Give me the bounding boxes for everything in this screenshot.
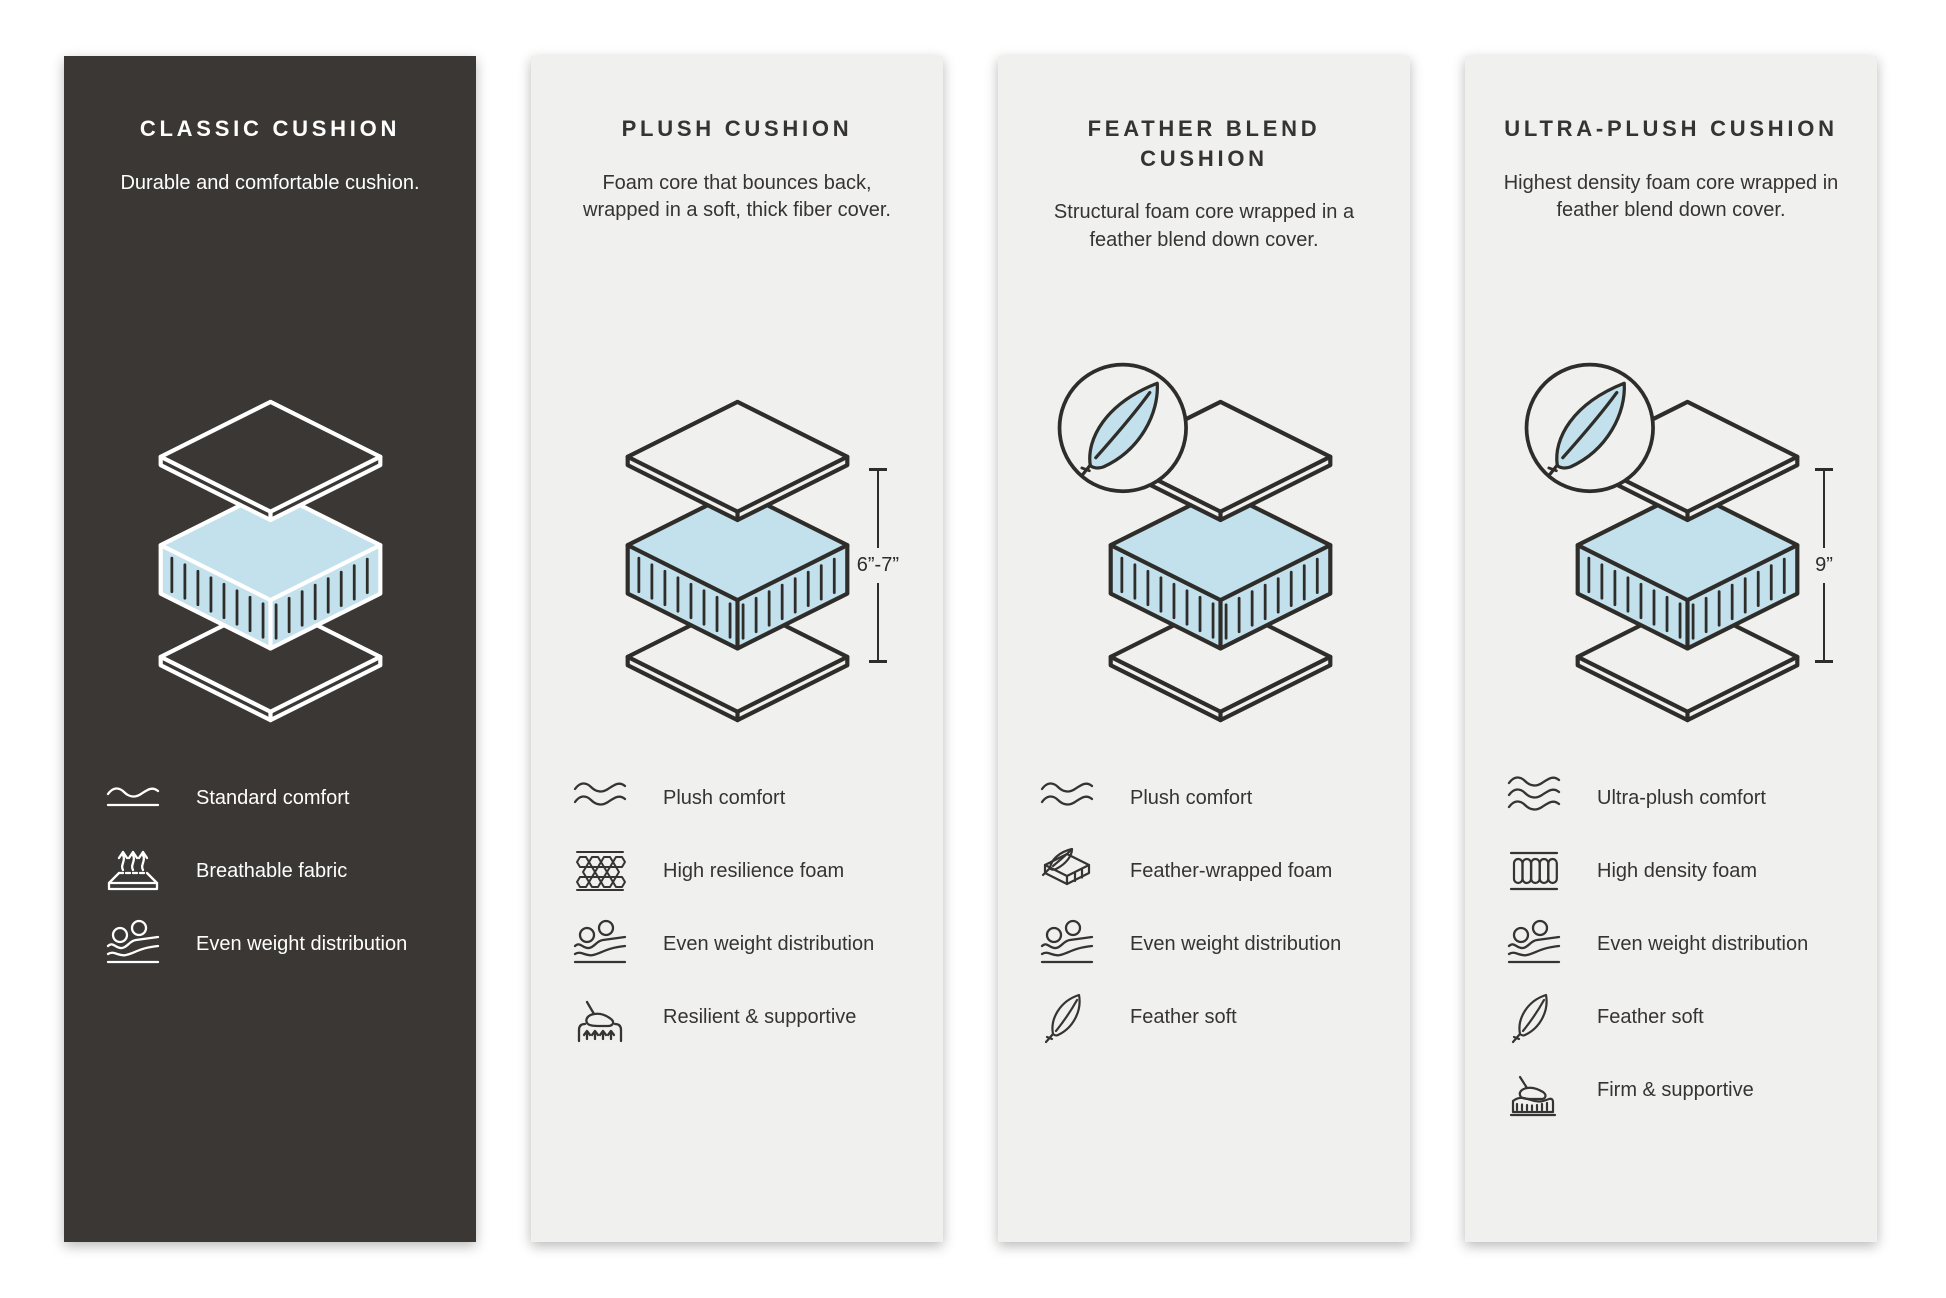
panel-header xyxy=(102,114,438,342)
resilient-supportive-icon xyxy=(569,989,631,1045)
resilience-foam-icon xyxy=(569,843,631,899)
feature-row xyxy=(102,912,438,976)
panel-description: Structural foam core wrapped in a feather blend down cover. xyxy=(1053,201,1355,251)
feature-row xyxy=(1503,839,1839,903)
feather-icon xyxy=(1503,989,1565,1045)
feature-list xyxy=(569,766,905,1049)
feature-row xyxy=(569,766,905,830)
double-wave-icon xyxy=(569,770,631,826)
feature-row xyxy=(1036,985,1372,1049)
weight-distribution-icon xyxy=(102,916,164,972)
feature-label: Feather-wrapped foam xyxy=(1130,859,1333,882)
cushion-diagram xyxy=(102,360,438,738)
panel-plush-cushion xyxy=(531,56,943,1242)
feature-label: Feather soft xyxy=(1597,1005,1704,1028)
feather-badge-icon xyxy=(1059,365,1186,492)
panel-feather-blend-cushion xyxy=(998,56,1410,1242)
panel-header xyxy=(569,114,905,342)
measure-cap-bottom xyxy=(869,660,887,663)
feature-label: Plush comfort xyxy=(663,786,786,809)
cushion-diagram xyxy=(569,360,905,738)
firm-supportive-icon xyxy=(1503,1062,1565,1118)
feature-label: High resilience foam xyxy=(663,859,845,882)
feather-icon xyxy=(1036,989,1098,1045)
panel-description: Highest density foam core wrapped in feather blend down cover. xyxy=(1503,171,1839,222)
feature-row xyxy=(1036,839,1372,903)
feature-label: Standard comfort xyxy=(196,786,350,809)
panel-title: FEATHER BLEND CUSHION xyxy=(1087,116,1321,171)
weight-distribution-icon xyxy=(569,916,631,972)
double-wave-icon xyxy=(1036,770,1098,826)
panel-title: PLUSH CUSHION xyxy=(621,116,853,141)
cushion-layers-illustration xyxy=(103,360,438,728)
feature-label: Feather soft xyxy=(1130,1005,1237,1028)
feature-label: Even weight distribution xyxy=(663,932,875,955)
feature-list xyxy=(1503,766,1839,1122)
feature-label: Resilient & supportive xyxy=(663,1005,857,1028)
feature-list xyxy=(1036,766,1372,1049)
height-measurement xyxy=(1815,468,1833,663)
panel-description: Durable and comfortable cushion. xyxy=(120,171,420,194)
feature-row xyxy=(102,839,438,903)
feature-row xyxy=(569,912,905,976)
weight-distribution-icon xyxy=(1503,916,1565,972)
feature-list xyxy=(102,766,438,976)
panel-title: ULTRA-PLUSH CUSHION xyxy=(1504,116,1838,141)
breathable-fabric-icon xyxy=(102,843,164,899)
feather-badge-icon xyxy=(1526,365,1653,492)
weight-distribution-icon xyxy=(1036,916,1098,972)
feature-row xyxy=(1503,985,1839,1049)
feature-row xyxy=(1503,912,1839,976)
measurement-label: 9” xyxy=(1815,554,1833,576)
panel-header xyxy=(1503,114,1839,342)
feature-label: Breathable fabric xyxy=(196,859,348,882)
feature-label: High density foam xyxy=(1597,859,1758,882)
feature-row xyxy=(1503,1058,1839,1122)
single-wave-icon xyxy=(102,770,164,826)
cushion-diagram xyxy=(1036,360,1372,738)
panel-title: CLASSIC CUSHION xyxy=(139,116,401,141)
cushion-diagram xyxy=(1503,360,1839,738)
top-layer xyxy=(627,402,847,520)
feature-label: Even weight distribution xyxy=(1130,932,1342,955)
top-layer xyxy=(160,402,380,520)
feature-row xyxy=(102,766,438,830)
cushion-layers-illustration xyxy=(1520,360,1855,728)
feature-row xyxy=(1036,912,1372,976)
measurement-label: 6”-7” xyxy=(856,554,899,576)
triple-wave-icon xyxy=(1503,770,1565,826)
panel-description: Foam core that bounces back, wrapped in a soft, thick fiber cover. xyxy=(583,171,891,222)
panel-ultra-plush-cushion xyxy=(1465,56,1877,1242)
cushion-layers-illustration xyxy=(1053,360,1388,728)
cushion-layers-illustration xyxy=(570,360,905,728)
feature-row xyxy=(1503,766,1839,830)
panel-classic-cushion xyxy=(64,56,476,1242)
feature-label: Ultra-plush comfort xyxy=(1597,786,1766,809)
feature-label: Firm & supportive xyxy=(1597,1078,1754,1101)
feature-row xyxy=(1036,766,1372,830)
feature-label: Plush comfort xyxy=(1130,786,1253,809)
feature-label: Even weight distribution xyxy=(1597,932,1809,955)
feather-wrapped-foam-icon xyxy=(1036,843,1098,899)
feature-row xyxy=(569,839,905,903)
panel-header xyxy=(1036,114,1372,342)
height-measurement xyxy=(857,468,899,663)
density-foam-icon xyxy=(1503,843,1565,899)
feature-label: Even weight distribution xyxy=(196,932,408,955)
measure-cap-bottom xyxy=(1815,660,1833,663)
feature-row xyxy=(569,985,905,1049)
